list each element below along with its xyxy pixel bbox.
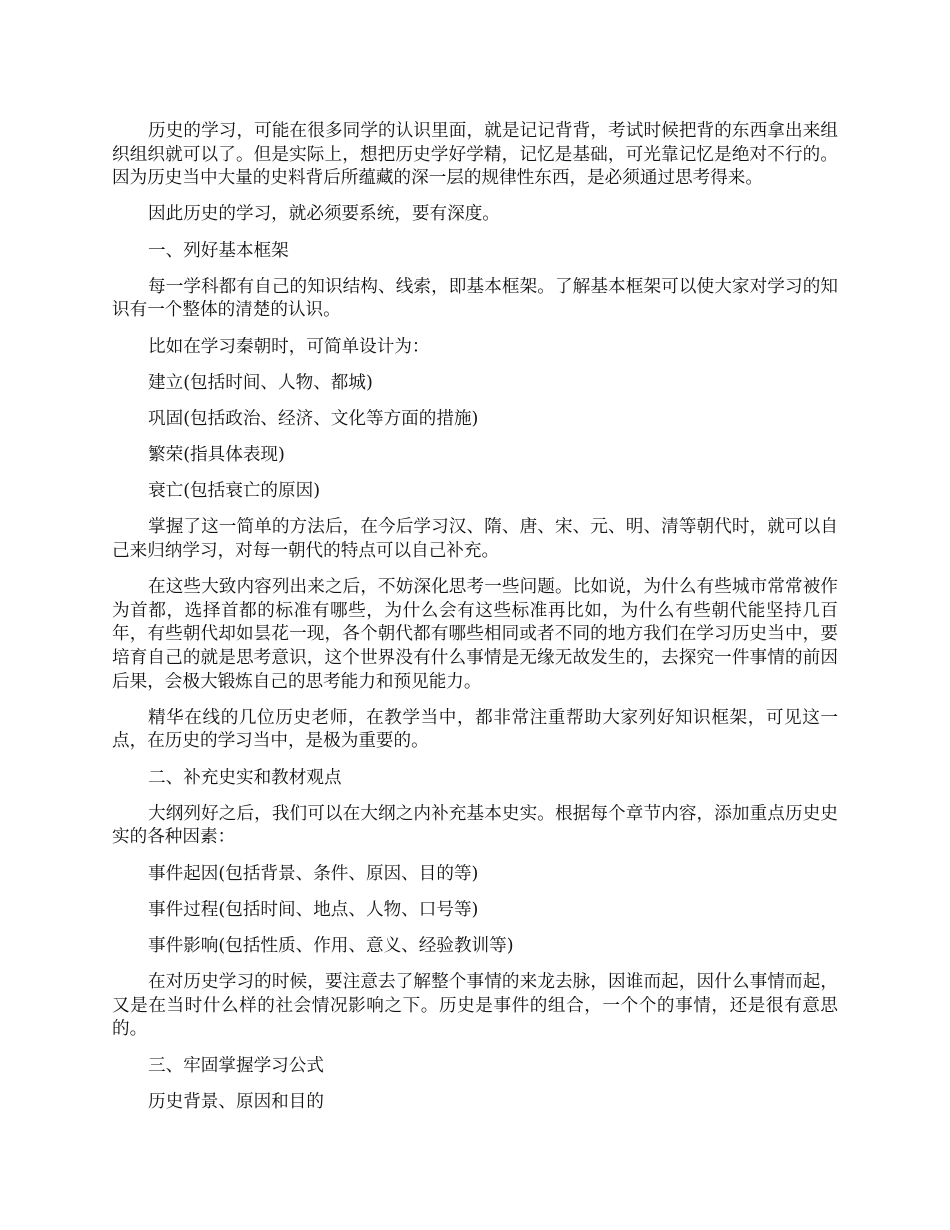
paragraph-qin-example: 比如在学习秦朝时，可简单设计为： [148,336,430,357]
section-heading-1: 一、列好基本框架 [148,240,289,261]
paragraph-supplement: 大纲列好之后，我们可以在大纲之内补充基本史实。根据每个章节内容，添加重点历史史实的各种因素： [112,803,838,848]
list-item-consolidate: 巩固(包括政治、经济、文化等方面的措施) [148,408,479,429]
paragraph-context: 在对历史学习的时候，要注意去了解整个事情的来龙去脉，因谁而起，因什么事情而起，又是在当时什么样的社会情况影响之下。历史是事件的组合，一个个的事情，还是很有意思的。 [112,972,838,1040]
paragraph-intro: 历史的学习，可能在很多同学的认识里面，就是记记背背，考试时候把背的东西拿出来组织组织就可以了。但是实际上，想把历史学好学精，记忆是基础，可光靠记忆是绝对不行的。因为历史当中大量的史料背后所蕴藏的深一层的规律性东西，是必须通过思考得来。 [112,121,838,189]
section-heading-3: 三、牢固掌握学习公式 [148,1055,324,1076]
list-item-cause: 事件起因(包括背景、条件、原因、目的等) [148,863,479,884]
list-item-impact: 事件影响(包括性质、作用、意义、经验教训等) [148,935,514,956]
list-item-process: 事件过程(包括时间、地点、人物、口号等) [148,899,479,920]
paragraph-method: 掌握了这一简单的方法后，在今后学习汉、隋、唐、宋、元、明、清等朝代时，就可以自己来归纳学习，对每一朝代的特点可以自己补充。 [112,517,838,562]
document-body [112,120,838,1127]
paragraph-framework: 每一学科都有自己的知识结构、线索，即基本框架。了解基本框架可以使大家对学习的知识有一个整体的清楚的认识。 [112,276,838,321]
list-item-background: 历史背景、原因和目的 [148,1091,324,1112]
paragraph-system-depth: 因此历史的学习，就必须要系统，要有深度。 [148,204,500,225]
list-item-establish: 建立(包括时间、人物、都城) [148,372,373,393]
paragraph-teachers: 精华在线的几位历史老师，在教学当中，都非常注重帮助大家列好知识框架，可见这一点，在历史的学习当中，是极为重要的。 [112,707,838,752]
paragraph-deep-thinking: 在这些大致内容列出来之后，不妨深化思考一些问题。比如说，为什么有些城市常常被作为首都，选择首都的标准有哪些，为什么会有这些标准再比如，为什么有些朝代能坚持几百年，有些朝代却如昙花一现，各个朝代都有哪些相同或者不同的地方我们在学习历史当中，要培育自己的就是思考意识，这个世界没有什么事情是无缘无故发生的，去探究一件事情的前因后果，会极大锻炼自己的思考能力和预见能力。 [112,577,838,692]
list-item-prosper: 繁荣(指具体表现) [148,445,285,466]
section-heading-2: 二、补充史实和教材观点 [148,767,342,788]
list-item-decline: 衰亡(包括衰亡的原因) [148,481,321,502]
